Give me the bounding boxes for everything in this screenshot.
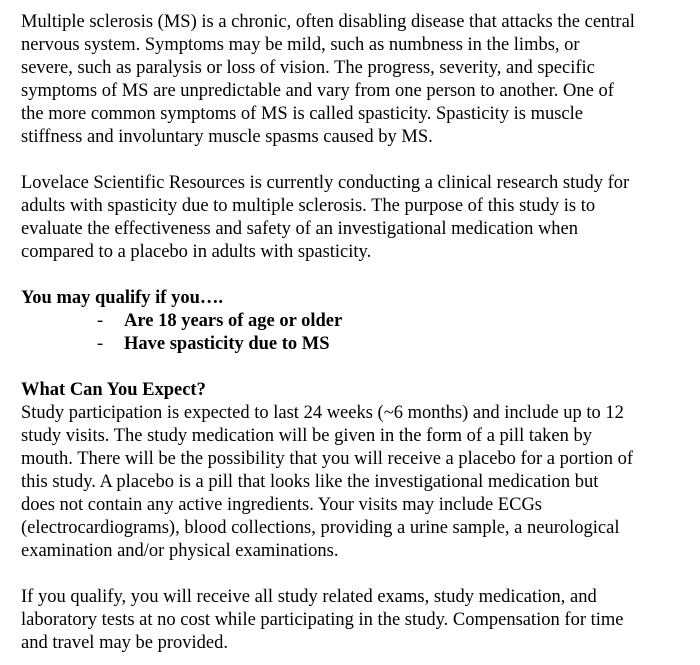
intro-line: nervous system. Symptoms may be mild, such as numbness in the limbs, or [21,35,580,55]
qualify-heading: You may qualify if you…. [21,288,223,308]
intro-line: severe, such as paralysis or loss of vision. The progress, severity, and specific [21,58,595,78]
criteria-text: Have spasticity due to MS [124,334,330,354]
expect-heading: What Can You Expect? [21,380,206,400]
expect-line: (electrocardiograms), blood collections, providing a urine sample, a neurological [21,518,620,538]
paragraph-spacer [21,563,697,586]
expect-line: does not contain any active ingredients. Your visits may include ECGs [21,495,543,515]
benefits-line: and travel may be provided. [21,633,229,653]
study-line: compared to a placebo in adults with spasticity. [21,242,372,262]
expect-section [21,379,697,563]
intro-line: stiffness and involuntary muscle spasms caused by MS. [21,127,433,147]
study-line: Lovelace Scientific Resources is currently conducting a clinical research study for [21,173,630,193]
dash-bullet: - [97,334,104,354]
study-line: adults with spasticity due to multiple sclerosis. The purpose of this study is to [21,196,596,216]
intro-line: symptoms of MS are unpredictable and vary from one person to another. One of [21,81,614,101]
intro-line: the more common symptoms of MS is called spasticity. Spasticity is muscle [21,104,583,124]
document [21,11,697,655]
paragraph-spacer [21,356,697,379]
dash-bullet: - [97,311,104,331]
benefits-paragraph [21,586,697,655]
intro-paragraph [21,11,697,149]
criteria-list [21,310,697,356]
qualify-section [21,287,697,356]
study-line: evaluate the effectiveness and safety of an investigational medication when [21,219,579,239]
study-paragraph [21,172,697,264]
benefits-line: If you qualify, you will receive all study related exams, study medication, and [21,587,597,607]
expect-line: study visits. The study medication will be given in the form of a pill taken by [21,426,593,446]
criteria-item [21,310,697,333]
expect-line: Study participation is expected to last 24 weeks (~6 months) and include up to 12 [21,403,624,423]
expect-line: examination and/or physical examinations. [21,541,339,561]
expect-line: this study. A placebo is a pill that looks like the investigational medication but [21,472,599,492]
intro-line: Multiple sclerosis (MS) is a chronic, often disabling disease that attacks the central [21,12,635,32]
criteria-item [21,333,697,356]
paragraph-spacer [21,264,697,287]
expect-line: mouth. There will be the possibility that you will receive a placebo for a portion of [21,449,634,469]
criteria-text: Are 18 years of age or older [124,311,343,331]
paragraph-spacer [21,149,697,172]
benefits-line: laboratory tests at no cost while participating in the study. Compensation for time [21,610,624,630]
